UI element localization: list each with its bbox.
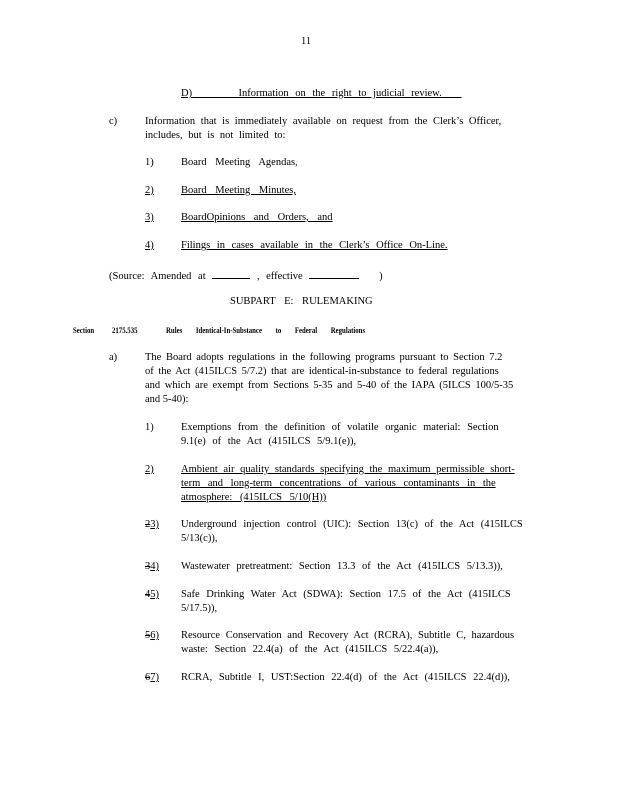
section-label: Section	[73, 326, 95, 335]
item-c-line2: includes, but is not limited to:	[145, 130, 286, 141]
a-list-num-old: 3	[145, 561, 151, 572]
a-list-line: Underground injection control (UIC): Section 13(c) of the Act (415ILCS	[181, 519, 523, 530]
c-list-num: 3)	[145, 212, 154, 223]
a-list-line: waste: Section 22.4(a) of the Act (415ILCS 5/22.4(a)),	[181, 644, 439, 655]
c-list-text: Board Meeting Minutes,	[181, 185, 296, 196]
a-list-num-new: 3)	[150, 519, 159, 530]
c-list-text: Filings in cases available in the Clerk’s Office On-Line.	[181, 240, 448, 251]
source-note	[109, 268, 383, 282]
a-list-num-old: 2	[145, 519, 151, 530]
a-list-num-old: 6	[145, 672, 151, 683]
item-a-line: and 5-40):	[145, 394, 189, 405]
a-list-line: 5/13(c)),	[181, 533, 218, 544]
source-open: (Source: Amended at	[109, 271, 206, 282]
item-a-line: and which are exempt from Sections 5-35 and 5-40 of the IAPA (5ILCS 100/5-35	[145, 380, 514, 391]
a-list-line: 9.1(e) of the Act (415ILCS 5/9.1(e)),	[181, 436, 357, 447]
a-list-num	[145, 589, 159, 600]
effective-blank	[309, 268, 359, 279]
amended-blank	[212, 268, 250, 279]
item-d	[181, 88, 462, 99]
a-list-num	[145, 630, 159, 641]
c-list-num: 1)	[145, 157, 154, 168]
a-list-num-old: 4	[145, 589, 151, 600]
item-a-line: The Board adopts regulations in the following programs pursuant to Section 7.2	[145, 352, 503, 363]
a-list-line: Safe Drinking Water Act (SDWA): Section 17.5 of the Act (415ILCS	[181, 589, 511, 600]
subpart-heading: SUBPART E: RULEMAKING	[230, 296, 373, 307]
a-list-line: Resource Conservation and Recovery Act (RCRA), Subtitle C, hazardous	[181, 630, 515, 641]
a-list-num-new: 6)	[150, 630, 159, 641]
item-d-label: D)	[181, 88, 193, 99]
a-list-line: atmosphere: (415ILCS 5/10(H))	[181, 492, 327, 503]
item-c-line1: Information that is immediately available on request from the Clerk’s Officer,	[145, 116, 502, 127]
item-d-text: Information on the right to judicial review.	[238, 88, 442, 99]
page-number: 11	[301, 36, 312, 47]
c-list-num: 2)	[145, 185, 154, 196]
source-close: )	[379, 271, 383, 282]
item-c-label: c)	[109, 116, 118, 127]
a-list-num-new: 5)	[150, 589, 159, 600]
a-list-line: Wastewater pretreatment: Section 13.3 of the Act (415ILCS 5/13.3)),	[181, 561, 503, 572]
a-list-num: 1)	[145, 422, 154, 433]
c-list-text: Board Meeting Agendas,	[181, 157, 298, 168]
a-list-line: Ambient air quality standards specifying the maximum permissible short-	[181, 464, 515, 475]
a-list-num-old: 5	[145, 630, 151, 641]
a-list-num-new: 4)	[150, 561, 159, 572]
a-list-num	[145, 519, 159, 530]
c-list-text: BoardOpinions and Orders, and	[181, 212, 333, 223]
c-list-num: 4)	[145, 240, 154, 251]
a-list-num: 2)	[145, 464, 154, 475]
a-list-num-new: 7)	[150, 672, 159, 683]
a-list-num	[145, 561, 159, 572]
source-mid: , effective	[256, 271, 303, 282]
item-a-line: of the Act (415ILCS 5/7.2) that are identical-in-substance to federal regulations	[145, 366, 499, 377]
a-list-line: RCRA, Subtitle I, UST:Section 22.4(d) of the Act (415ILCS 22.4(d)),	[181, 672, 510, 683]
a-list-line: Exemptions from the definition of volatile organic material: Section	[181, 422, 499, 433]
a-list-num	[145, 672, 159, 683]
section-number: 2175.535	[112, 326, 138, 335]
a-list-line: term and long-term concentrations of various contaminants in the	[181, 478, 496, 489]
a-list-line: 5/17.5)),	[181, 603, 218, 614]
section-title: Rules Identical-In-Substance to Federal Regulations	[166, 326, 366, 335]
item-a-label: a)	[109, 352, 118, 363]
